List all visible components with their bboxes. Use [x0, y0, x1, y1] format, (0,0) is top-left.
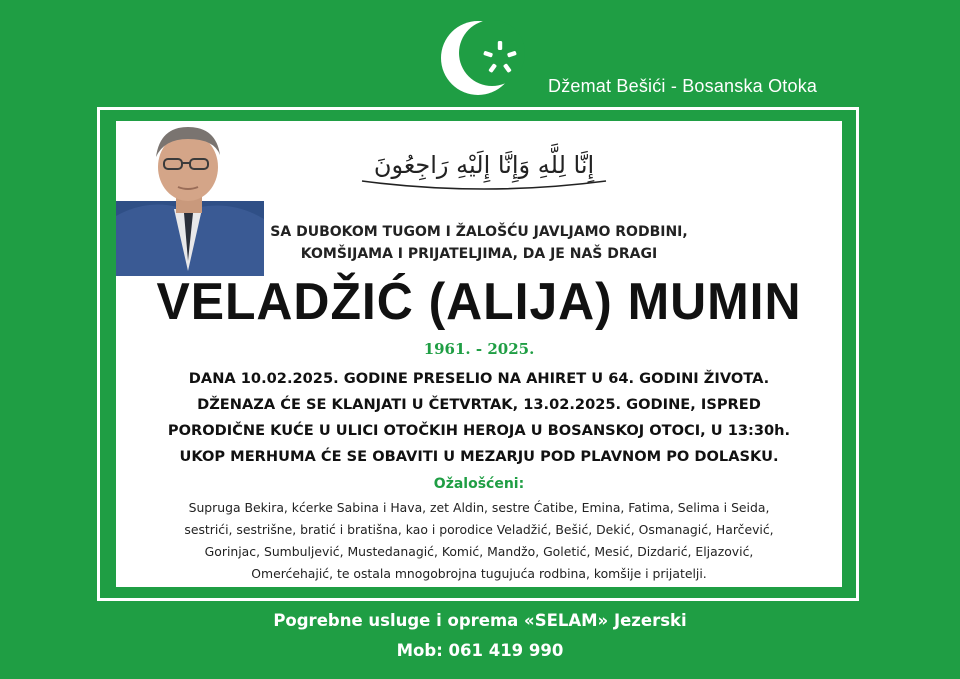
deceased-photo	[116, 121, 264, 276]
life-years: 1961. - 2025.	[423, 340, 535, 358]
arabic-verse-text: إِنَّا لِلَّهِ وَإِنَّا إِلَيْهِ رَاجِعُونَ	[373, 151, 595, 179]
mourners-line: Omerćehajić, te ostala mnogobrojna tugujuća rodbina, komšije i prijatelji.	[251, 566, 707, 581]
funeral-service-name: Pogrebne usluge i oprema «SELAM» Jezerski	[273, 611, 687, 630]
details-line: DŽENAZA ĆE SE KLANJATI U ČETVRTAK, 13.02.2025. GODINE, ISPRED	[197, 396, 761, 413]
mourners-line: sestrići, sestrišne, bratić i bratišna, kao i porodice Veladžić, Bešić, Dekić, Osmanagić, Harčević,	[184, 522, 774, 537]
mourners-heading: Ožalošćeni:	[433, 476, 525, 492]
details-line: PORODIČNE KUĆE U ULICI OTOČKIH HEROJA U BOSANSKOJ OTOCI, U 13:30h.	[167, 422, 791, 439]
funeral-service-phone: Mob: 061 419 990	[396, 641, 564, 660]
details-line: DANA 10.02.2025. GODINE PRESELIO NA AHIRET U 64. GODINI ŽIVOTA.	[188, 370, 770, 387]
mourners-line: Gorinjac, Sumbuljević, Mustedanagić, Komić, Mandžo, Goletić, Mesić, Dizdarić, Eljazović,	[204, 544, 754, 559]
arabic-calligraphy	[334, 127, 634, 203]
organization-name: Džemat Bešići - Bosanska Otoka	[548, 76, 818, 96]
mourners-list	[116, 497, 842, 585]
intro-line-2: KOMŠIJAMA I PRIJATELJIMA, DA JE NAŠ DRAGI	[300, 246, 658, 262]
crescent-star-icon	[440, 18, 532, 102]
obituary-card	[116, 121, 842, 587]
intro-line-1: SA DUBOKOM TUGOM I ŽALOŠĆU JAVLJAMO RODBINI,	[270, 224, 688, 240]
funeral-details	[116, 366, 842, 470]
deceased-name: VELADŽIĆ (ALIJA) MUMIN	[156, 273, 802, 331]
mourners-line: Supruga Bekira, kćerke Sabina i Hava, zet Aldin, sestre Ćatibe, Emina, Fatima, Selima i Seida,	[188, 500, 770, 515]
details-line: UKOP MERHUMA ĆE SE OBAVITI U MEZARJU POD PLAVNOM PO DOLASKU.	[179, 448, 779, 465]
announcement-intro	[244, 221, 714, 265]
